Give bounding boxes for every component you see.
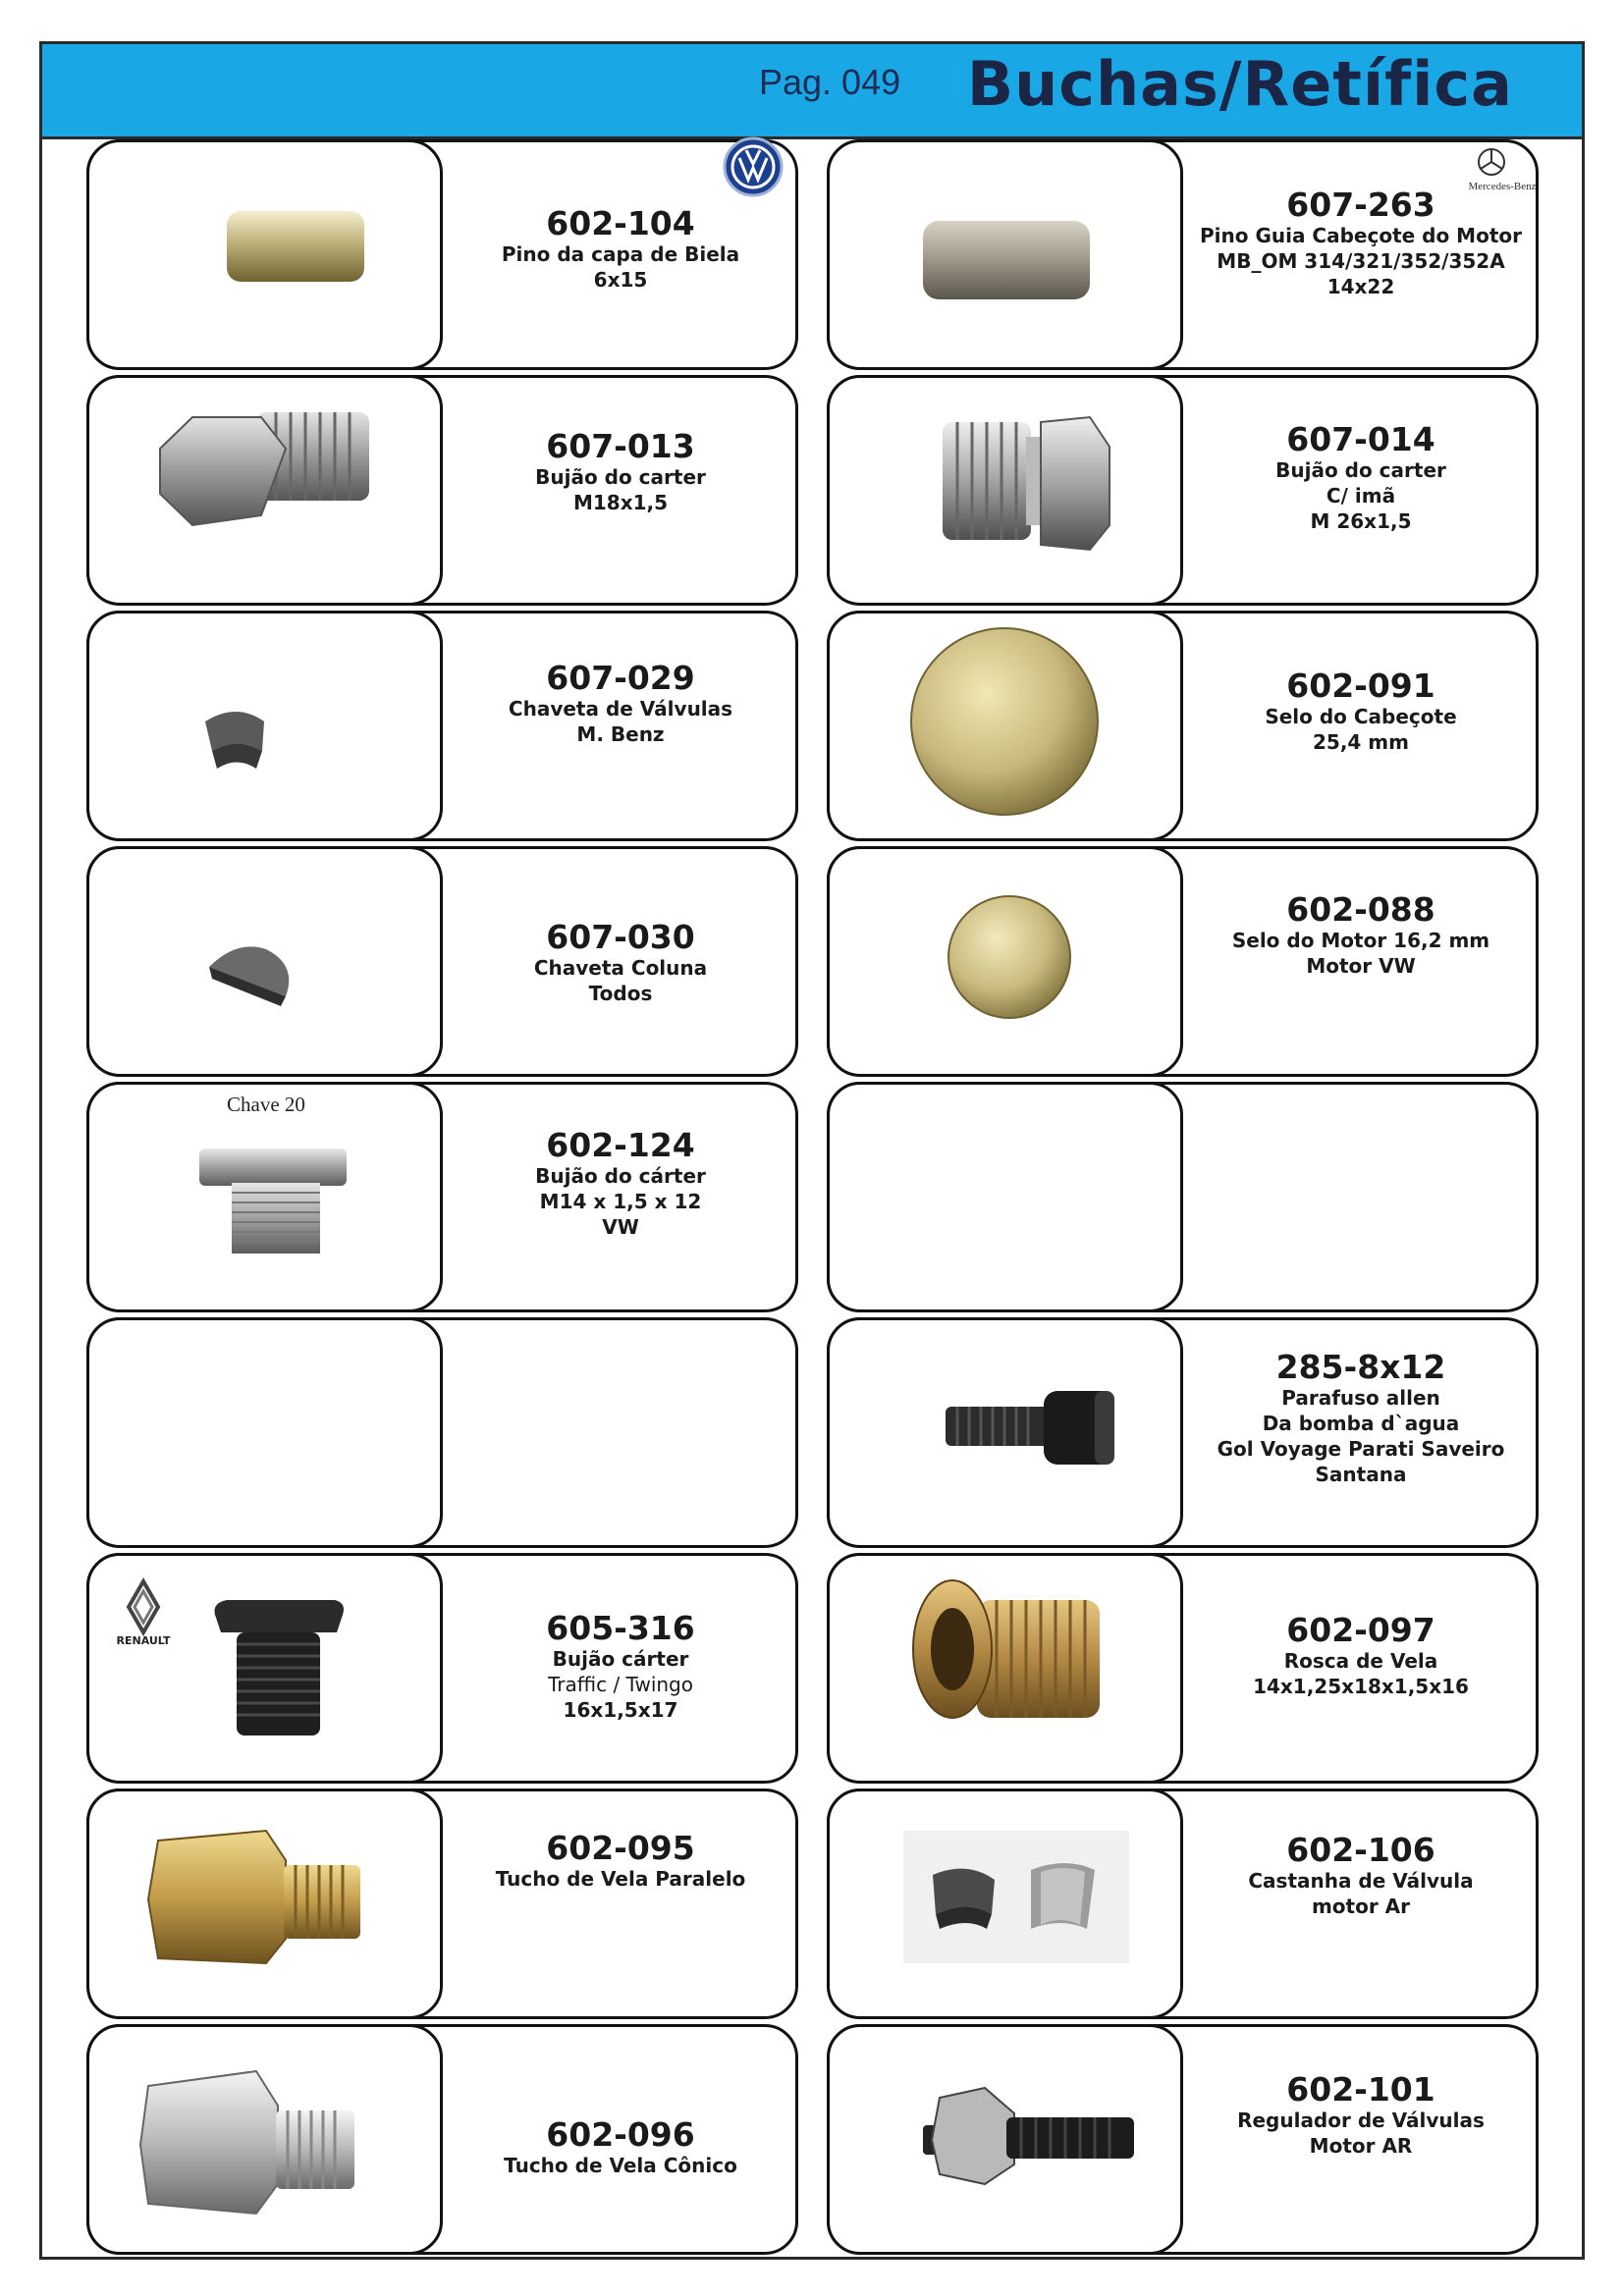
product-description: M 26x1,5 xyxy=(1310,509,1412,533)
pin-icon xyxy=(89,142,440,367)
product-description: M. Benz xyxy=(576,722,665,746)
product-code: 607-029 xyxy=(546,659,695,697)
product-card-602-101[interactable] xyxy=(827,2024,1539,2255)
product-card-607-029[interactable] xyxy=(86,611,798,841)
product-code: 602-095 xyxy=(546,1829,695,1867)
product-card-602-095[interactable] xyxy=(86,1789,798,2019)
product-description: Da bomba d`agua xyxy=(1262,1412,1460,1435)
product-description: Motor VW xyxy=(1306,954,1416,978)
product-description: M14 x 1,5 x 12 xyxy=(539,1190,702,1213)
product-card-605-316[interactable] xyxy=(86,1553,798,1784)
product-description: Castanha de Válvula xyxy=(1248,1869,1474,1893)
product-image-empty xyxy=(827,1082,1183,1312)
product-code: 607-263 xyxy=(1286,186,1435,224)
product-description: 14x1,25x18x1,5x16 xyxy=(1253,1675,1469,1698)
spark-plug-adapter-icon xyxy=(89,1791,440,2016)
product-description: Regulador de Válvulas xyxy=(1237,2109,1485,2132)
product-code: 602-091 xyxy=(1286,667,1435,705)
product-description: Rosca de Vela xyxy=(1283,1649,1438,1673)
allen-screw-icon xyxy=(830,1320,1180,1545)
product-card-607-013[interactable] xyxy=(86,375,798,606)
product-info xyxy=(1183,1350,1539,1487)
product-card-empty xyxy=(827,1082,1539,1312)
product-card-602-106[interactable] xyxy=(827,1789,1539,2019)
mercedes-label: Mercedes-Benz xyxy=(1468,181,1537,192)
product-description: Gol Voyage Parati Saveiro xyxy=(1217,1437,1505,1461)
product-description: Bujão cárter xyxy=(552,1647,689,1671)
product-info xyxy=(443,429,798,515)
product-image xyxy=(86,2024,443,2255)
product-description: Motor AR xyxy=(1309,2134,1413,2158)
product-image xyxy=(827,139,1183,370)
product-code: 602-097 xyxy=(1286,1611,1435,1649)
product-code: 602-104 xyxy=(546,204,695,242)
drain-plug-icon xyxy=(89,378,440,603)
product-description: Chaveta Coluna xyxy=(533,956,708,980)
valve-adjuster-icon xyxy=(830,2027,1180,2252)
product-description: Chaveta de Válvulas xyxy=(508,697,733,721)
product-image xyxy=(827,1317,1183,1548)
product-description: 25,4 mm xyxy=(1313,730,1409,754)
product-image xyxy=(827,1789,1183,2019)
product-card-empty xyxy=(86,1317,798,1548)
pin-icon xyxy=(830,142,1180,367)
product-image xyxy=(86,139,443,370)
valve-key-icon xyxy=(89,614,440,838)
seal-disc-icon xyxy=(830,849,1180,1074)
product-image xyxy=(86,611,443,841)
product-description: Tucho de Vela Cônico xyxy=(504,2154,737,2177)
product-description: 16x1,5x17 xyxy=(563,1698,678,1722)
product-card-602-097[interactable] xyxy=(827,1553,1539,1784)
woodruff-key-icon xyxy=(89,849,440,1074)
product-code: 602-096 xyxy=(546,2115,695,2154)
product-card-602-124[interactable] xyxy=(86,1082,798,1312)
product-description: Santana xyxy=(1315,1463,1407,1486)
vw-logo-icon xyxy=(723,136,784,197)
product-card-607-263[interactable] xyxy=(827,139,1539,370)
product-info xyxy=(443,920,798,1006)
spark-plug-adapter-icon xyxy=(89,2027,440,2252)
product-info xyxy=(443,2117,798,2178)
product-description: Pino Guia Cabeçote do Motor xyxy=(1200,224,1522,247)
product-image xyxy=(827,1553,1183,1784)
product-image-empty xyxy=(86,1317,443,1548)
product-image xyxy=(827,846,1183,1077)
product-image xyxy=(827,2024,1183,2255)
renault-logo-icon xyxy=(109,1577,178,1646)
product-card-602-096[interactable] xyxy=(86,2024,798,2255)
product-code: 285-8x12 xyxy=(1275,1348,1446,1386)
product-card-607-014[interactable] xyxy=(827,375,1539,606)
wrench-size-note: Chave 20 xyxy=(227,1093,305,1116)
product-description: MB_OM 314/321/352/352A xyxy=(1217,249,1505,273)
drain-plug-icon xyxy=(830,378,1180,603)
product-description: Bujão do carter xyxy=(535,465,706,489)
product-code: 607-014 xyxy=(1286,420,1435,458)
product-code: 607-030 xyxy=(546,918,695,956)
product-code: 605-316 xyxy=(546,1609,695,1647)
product-description: Todos xyxy=(588,982,653,1005)
product-card-285-8x12[interactable] xyxy=(827,1317,1539,1548)
product-image xyxy=(86,1082,443,1312)
product-description: Selo do Motor 16,2 mm xyxy=(1231,929,1490,952)
product-description: C/ imã xyxy=(1326,484,1396,507)
product-code: 602-106 xyxy=(1286,1831,1435,1869)
product-card-602-088[interactable] xyxy=(827,846,1539,1077)
product-info xyxy=(443,206,798,293)
drain-plug-icon xyxy=(89,1085,440,1309)
product-description: Tucho de Vela Paralelo xyxy=(495,1867,746,1891)
product-info xyxy=(443,1128,798,1240)
product-info xyxy=(443,1831,798,1892)
valve-collet-icon xyxy=(830,1791,1180,2016)
product-description: VW xyxy=(602,1215,639,1239)
product-info xyxy=(1183,2072,1539,2159)
product-description: Bujão do carter xyxy=(1275,458,1446,482)
product-image xyxy=(827,375,1183,606)
product-info xyxy=(1183,422,1539,534)
page-number: Pag. 049 xyxy=(759,62,901,102)
product-description: Selo do Cabeçote xyxy=(1265,705,1457,728)
product-description: 6x15 xyxy=(593,268,648,292)
product-code: 602-124 xyxy=(546,1126,695,1164)
product-info xyxy=(1183,1833,1539,1919)
seal-disc-icon xyxy=(830,614,1180,838)
spark-plug-thread-icon xyxy=(830,1556,1180,1781)
product-image xyxy=(86,1789,443,2019)
product-description: Traffic / Twingo xyxy=(548,1673,693,1696)
product-card-607-030[interactable] xyxy=(86,846,798,1077)
product-image xyxy=(86,375,443,606)
product-description: 14x22 xyxy=(1326,275,1395,298)
product-description: Pino da capa de Biela xyxy=(501,242,740,266)
product-info xyxy=(1183,668,1539,755)
product-info xyxy=(443,661,798,747)
product-description: Bujão do cárter xyxy=(535,1164,706,1188)
product-image xyxy=(827,611,1183,841)
product-card-602-104[interactable] xyxy=(86,139,798,370)
product-code: 607-013 xyxy=(546,427,695,465)
product-description: motor Ar xyxy=(1311,1895,1411,1918)
product-description: Parafuso allen xyxy=(1281,1386,1440,1410)
page-title: Buchas/Retífica xyxy=(966,48,1513,120)
product-card-602-091[interactable] xyxy=(827,611,1539,841)
product-info xyxy=(443,1611,798,1723)
product-code: 602-088 xyxy=(1286,890,1435,929)
renault-label: RENAULT xyxy=(116,1634,171,1646)
product-code: 602-101 xyxy=(1286,2070,1435,2109)
page-header xyxy=(39,41,1585,139)
product-info xyxy=(1183,187,1539,299)
product-info xyxy=(1183,892,1539,979)
product-image xyxy=(86,846,443,1077)
product-description: M18x1,5 xyxy=(572,491,669,514)
product-info xyxy=(1183,1613,1539,1699)
